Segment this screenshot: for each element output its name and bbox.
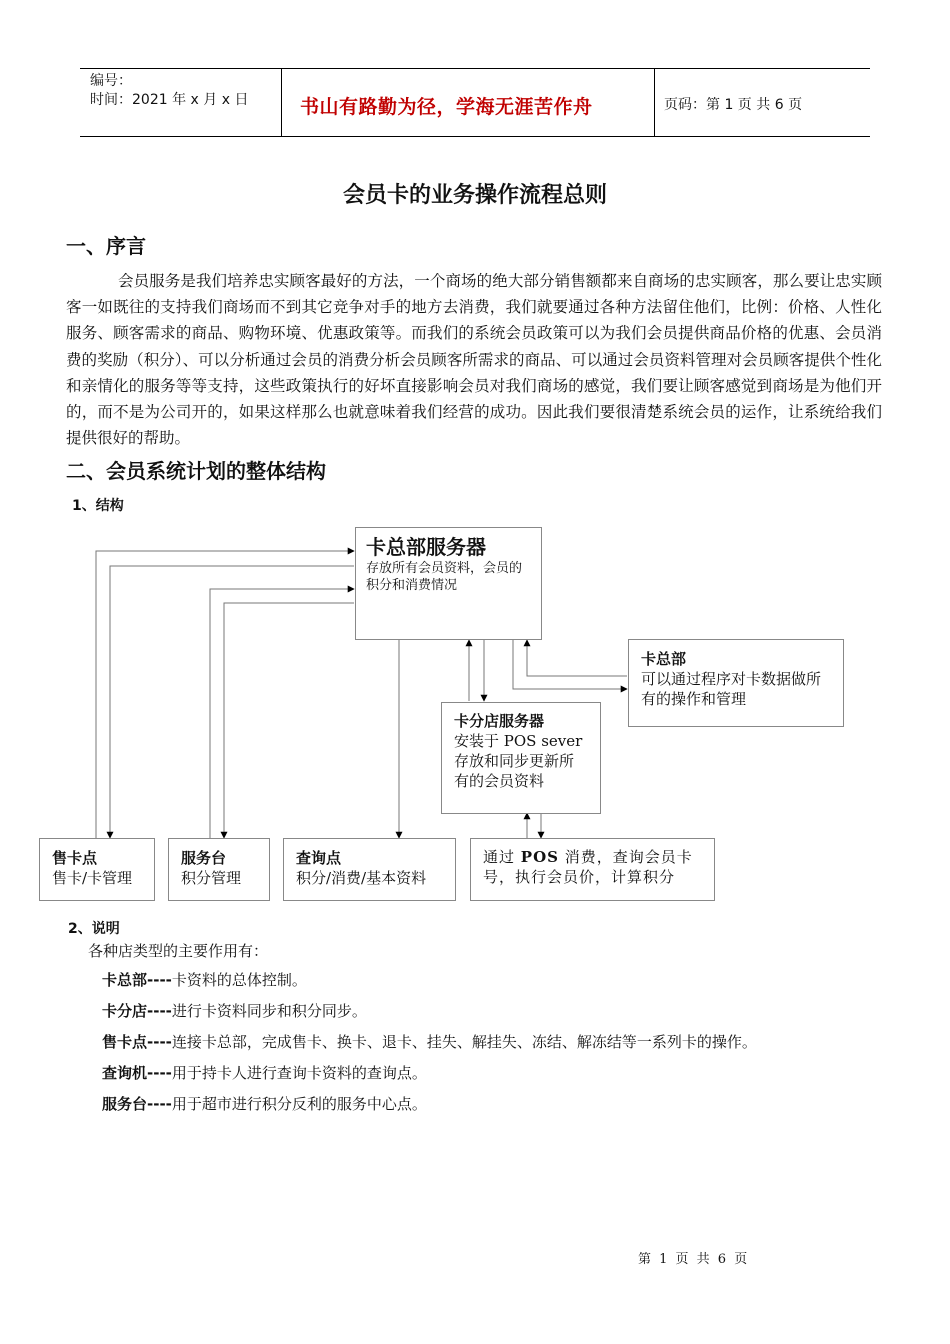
- pos-box: [470, 838, 715, 901]
- hq-desc: 可以通过程序对卡数据做所有的操作和管理: [641, 670, 822, 708]
- note-term: 卡分店----: [102, 1002, 172, 1020]
- notes-subheading: 2、说明: [68, 921, 120, 937]
- sales-point-title: 售卡点: [52, 849, 98, 867]
- query-point-title: 查询点: [296, 849, 342, 867]
- note-item: [102, 969, 307, 990]
- note-desc: 用于持卡人进行查询卡资料的查询点。: [171, 1064, 427, 1082]
- connector-server-to-hq-admin: [513, 640, 627, 689]
- section1-heading: 一、序言: [66, 234, 146, 258]
- connector-hq-to-sales: [110, 566, 354, 838]
- header-motto: 书山有路勤为径，学海无涯苦作舟: [300, 96, 593, 118]
- note-term: 售卡点----: [102, 1033, 172, 1051]
- connector-hq-to-service: [224, 603, 354, 838]
- connector-service-to-hq: [210, 589, 354, 838]
- hq-title: 卡总部: [641, 650, 687, 668]
- connector-hq-admin-to-server: [527, 640, 627, 676]
- note-item: [102, 1062, 427, 1083]
- hq-server-box: [355, 527, 542, 640]
- pos-desc-post: 消费，查询会员卡号，执行会员价，计算积分: [483, 848, 693, 886]
- branch-server-box: [441, 702, 601, 814]
- service-desk-title: 服务台: [181, 849, 227, 867]
- query-point-desc: 积分/消费/基本资料: [296, 869, 427, 887]
- section1-paragraph: 会员服务是我们培养忠实顾客最好的方法，一个商场的绝大部分销售额都来自商场的忠实顾客，那么要让忠实顾客一如既往的支持我们商场而不到其它竞争对手的地方去消费，我们就要通过各种方法留住他们，比例：价格、人性化服务、顾客需求的商品、购物环境、优惠政策等。而我们的系统会员政策可以为我们会员提供商品价格的优惠、会员消费的奖励（积分）、可以分析通过会员的消费分析会员顾客所需求的商品、可以通过会员资料管理对会员顾客提供个性化和亲情化的服务等等支持，这些政策执行的好坏直接影响会员对我们商场的感觉，我们要让顾客感觉到商场是为他们开的，而不是为公司开的，如果这样那么也就意味着我们经营的成功。因此我们要很清楚系统会员的运作，让系统给我们提供很好的帮助。: [66, 272, 882, 448]
- sales-point-box: [39, 838, 155, 901]
- note-desc: 连接卡总部，完成售卡、换卡、退卡、挂失、解挂失、冻结、解冻结等一系列卡的操作。: [171, 1033, 757, 1051]
- pos-desc-bold: POS: [520, 848, 559, 866]
- connector-sales-to-hq: [96, 551, 354, 838]
- hq-box: [628, 639, 844, 727]
- note-desc: 用于超市进行积分反利的服务中心点。: [171, 1095, 427, 1113]
- structure-subheading: 1、结构: [72, 498, 124, 514]
- service-desk-desc: 积分管理: [181, 869, 242, 887]
- document-title: 会员卡的业务操作流程总则: [342, 183, 607, 208]
- note-item: [102, 1000, 367, 1021]
- note-term: 服务台----: [102, 1095, 172, 1113]
- query-point-box: [283, 838, 456, 901]
- branch-server-desc: 安装于 POS sever 存放和同步更新所有的会员资料: [454, 732, 583, 790]
- page-footer: 第 1 页 共 6 页: [638, 1252, 750, 1267]
- note-desc: 进行卡资料同步和积分同步。: [171, 1002, 367, 1020]
- note-item: [102, 1093, 427, 1114]
- service-desk-box: [168, 838, 270, 901]
- note-term: 卡总部----: [102, 971, 172, 989]
- notes-intro: 各种店类型的主要作用有：: [88, 942, 269, 960]
- section2-heading: 二、会员系统计划的整体结构: [66, 459, 326, 483]
- header-page-info: 页码：第 1 页 共 6 页: [664, 97, 803, 113]
- branch-server-title: 卡分店服务器: [454, 712, 545, 730]
- note-term: 查询机----: [102, 1064, 172, 1082]
- note-item: [102, 1031, 757, 1052]
- note-desc: 卡资料的总体控制。: [171, 971, 307, 989]
- hq-server-title: 卡总部服务器: [366, 535, 486, 559]
- serial-label: 编号：: [90, 73, 132, 89]
- hq-server-desc: 存放所有会员资料，会员的积分和消费情况: [366, 561, 523, 593]
- time-label: 时间：2021 年 x 月 x 日: [90, 92, 249, 108]
- pos-desc-pre: 通过: [483, 848, 516, 866]
- sales-point-desc: 售卡/卡管理: [52, 869, 133, 887]
- pos-desc: [483, 847, 702, 887]
